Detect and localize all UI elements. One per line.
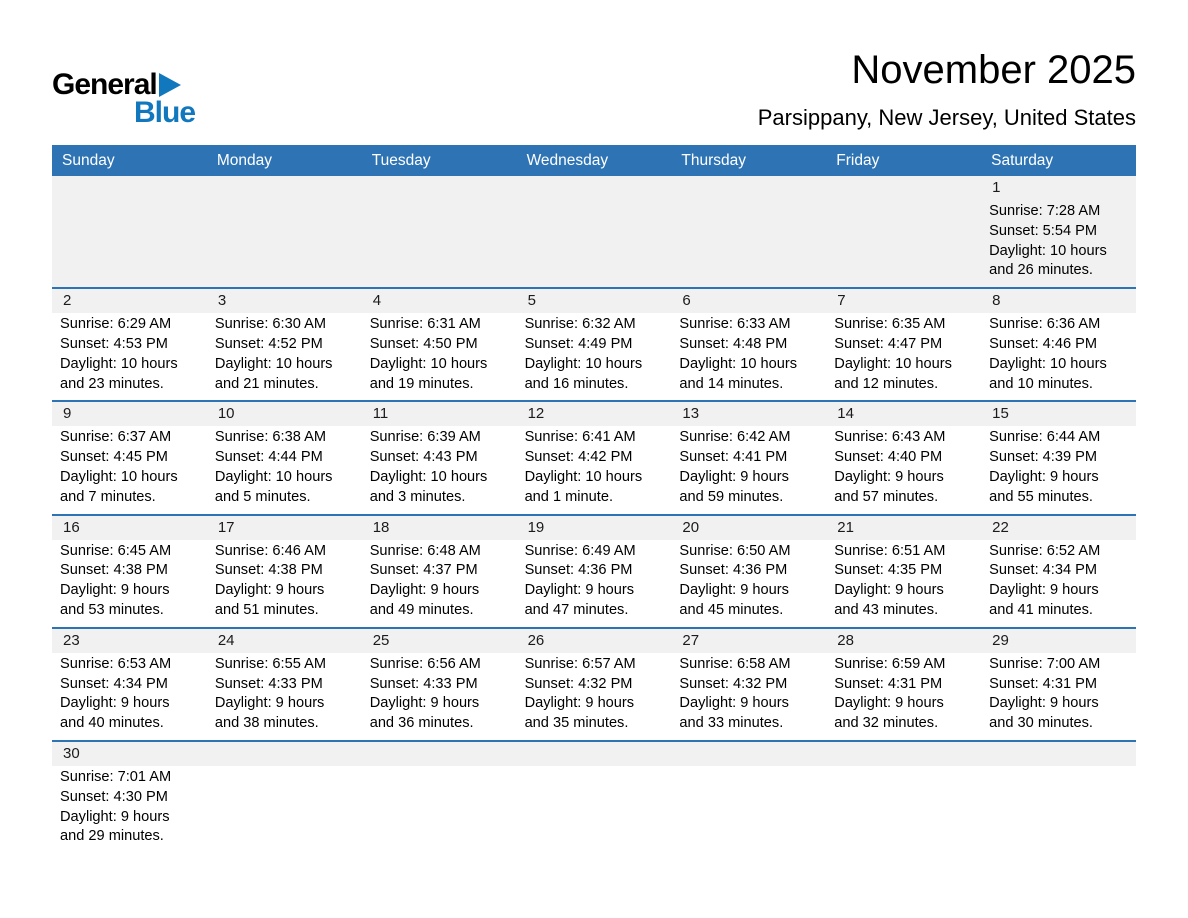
- logo-text-general: General: [52, 68, 157, 101]
- day-info-line: Daylight: 9 hours: [989, 582, 1099, 599]
- date-number: [671, 742, 826, 766]
- day-info-line: and 29 minutes.: [60, 828, 164, 845]
- day-info-line: Daylight: 9 hours: [834, 468, 944, 485]
- date-number: 25: [362, 629, 517, 653]
- day-cell: [671, 289, 826, 400]
- day-info-line: and 19 minutes.: [369, 375, 474, 392]
- day-info-line: and 45 minutes.: [679, 601, 784, 618]
- day-info: [981, 426, 1136, 507]
- day-info: [517, 313, 672, 394]
- day-info-line: Sunrise: 6:38 AM: [214, 429, 326, 446]
- day-info-line: and 1 minute.: [524, 488, 613, 505]
- empty-day-cell: [362, 176, 517, 287]
- day-info: [52, 766, 207, 847]
- date-number: [517, 176, 672, 200]
- date-number: 28: [826, 629, 981, 653]
- day-info: [671, 200, 826, 202]
- day-info-line: Daylight: 10 hours: [214, 468, 333, 485]
- day-info-line: Sunrise: 6:33 AM: [679, 316, 791, 333]
- day-info-line: Sunset: 4:34 PM: [60, 675, 168, 692]
- weekday-header-wednesday: Wednesday: [526, 152, 609, 169]
- day-cell: [826, 516, 981, 627]
- day-info-line: Sunrise: 6:50 AM: [679, 542, 791, 559]
- day-info: [517, 766, 672, 768]
- day-info: [517, 540, 672, 621]
- week-row: [52, 740, 1136, 853]
- day-cell: [517, 516, 672, 627]
- day-cell: [517, 289, 672, 400]
- date-number: 3: [207, 289, 362, 313]
- day-info-line: Sunset: 4:33 PM: [369, 675, 478, 692]
- date-number: 5: [517, 289, 672, 313]
- day-info-line: and 26 minutes.: [989, 262, 1093, 279]
- empty-day-cell: [517, 742, 672, 853]
- date-number: 6: [671, 289, 826, 313]
- date-number: 30: [52, 742, 207, 766]
- day-info-line: Daylight: 9 hours: [989, 695, 1099, 712]
- title-block: [758, 48, 1136, 131]
- day-info-line: Sunrise: 6:49 AM: [524, 542, 636, 559]
- day-info: [671, 766, 826, 768]
- day-info-line: and 43 minutes.: [834, 601, 939, 618]
- date-number: 20: [671, 516, 826, 540]
- day-info-line: Daylight: 10 hours: [834, 355, 952, 372]
- day-info-line: and 14 minutes.: [679, 375, 784, 392]
- week-row: [52, 287, 1136, 400]
- date-number: 12: [517, 402, 672, 426]
- date-number: [362, 742, 517, 766]
- day-cell: [52, 629, 207, 740]
- day-cell: [671, 402, 826, 513]
- empty-day-cell: [671, 742, 826, 853]
- day-info-line: and 33 minutes.: [679, 715, 784, 732]
- day-cell: [52, 516, 207, 627]
- day-cell: [362, 289, 517, 400]
- date-number: 29: [981, 629, 1136, 653]
- day-info-line: Sunrise: 6:52 AM: [989, 542, 1101, 559]
- weekday-header-sunday: Sunday: [62, 152, 115, 169]
- date-number: 11: [362, 402, 517, 426]
- day-info-line: Daylight: 9 hours: [989, 468, 1099, 485]
- day-info-line: and 38 minutes.: [214, 715, 319, 732]
- empty-day-cell: [826, 176, 981, 287]
- day-info-line: Sunrise: 6:30 AM: [214, 316, 326, 333]
- day-info-line: and 36 minutes.: [369, 715, 474, 732]
- day-info: [981, 540, 1136, 621]
- day-cell: [981, 402, 1136, 513]
- weekday-header-thursday: Thursday: [681, 152, 747, 169]
- date-number: [981, 742, 1136, 766]
- date-number: 4: [362, 289, 517, 313]
- day-info: [52, 653, 207, 734]
- day-info-line: Daylight: 10 hours: [524, 355, 643, 372]
- day-info: [52, 313, 207, 394]
- day-info-line: Sunset: 4:44 PM: [214, 449, 323, 466]
- day-info: [517, 653, 672, 734]
- day-info: [52, 426, 207, 507]
- date-number: 13: [671, 402, 826, 426]
- day-info-line: Sunrise: 6:56 AM: [369, 655, 481, 672]
- day-info-line: and 5 minutes.: [214, 488, 311, 505]
- day-cell: [981, 516, 1136, 627]
- week-row: [52, 514, 1136, 627]
- day-info: [981, 200, 1136, 281]
- logo-triangle-icon: [159, 73, 181, 97]
- day-info-line: Sunrise: 6:41 AM: [524, 429, 636, 446]
- day-info-line: Sunrise: 6:58 AM: [679, 655, 791, 672]
- day-info-line: Sunset: 4:36 PM: [524, 562, 633, 579]
- day-info-line: and 30 minutes.: [989, 715, 1093, 732]
- day-info-line: Daylight: 9 hours: [214, 582, 325, 599]
- day-info-line: and 47 minutes.: [524, 601, 629, 618]
- day-info-line: Daylight: 9 hours: [834, 695, 944, 712]
- day-info: [362, 540, 517, 621]
- day-info: [52, 540, 207, 621]
- date-number: 17: [207, 516, 362, 540]
- date-number: 19: [517, 516, 672, 540]
- day-info: [826, 653, 981, 734]
- day-info-line: Sunrise: 6:32 AM: [524, 316, 636, 333]
- day-info: [362, 766, 517, 768]
- day-info-line: Sunset: 4:41 PM: [679, 449, 788, 466]
- date-number: 8: [981, 289, 1136, 313]
- day-info-line: Sunset: 4:45 PM: [60, 449, 168, 466]
- day-info-line: Sunrise: 6:39 AM: [369, 429, 481, 446]
- day-info-line: Sunset: 4:42 PM: [524, 449, 633, 466]
- day-info-line: Daylight: 9 hours: [524, 582, 635, 599]
- date-number: 7: [826, 289, 981, 313]
- day-info: [517, 200, 672, 202]
- day-info: [826, 540, 981, 621]
- day-info-line: Sunrise: 6:48 AM: [369, 542, 481, 559]
- day-info: [517, 426, 672, 507]
- day-info-line: Sunset: 4:32 PM: [679, 675, 788, 692]
- date-number: [671, 176, 826, 200]
- day-info-line: and 40 minutes.: [60, 715, 164, 732]
- day-cell: [826, 402, 981, 513]
- day-info: [207, 426, 362, 507]
- day-info-line: Daylight: 10 hours: [524, 468, 643, 485]
- day-info-line: and 35 minutes.: [524, 715, 629, 732]
- day-cell: [52, 402, 207, 513]
- day-info-line: and 7 minutes.: [60, 488, 156, 505]
- day-info-line: Sunrise: 6:51 AM: [834, 542, 946, 559]
- day-info-line: Sunset: 4:33 PM: [214, 675, 323, 692]
- day-info-line: Sunset: 4:36 PM: [679, 562, 788, 579]
- day-info: [981, 653, 1136, 734]
- page-title: November 2025: [851, 48, 1136, 92]
- day-info-line: and 53 minutes.: [60, 601, 164, 618]
- day-cell: [671, 629, 826, 740]
- day-info-line: Sunset: 4:30 PM: [60, 788, 168, 805]
- day-info: [671, 426, 826, 507]
- day-info-line: Daylight: 10 hours: [989, 355, 1107, 372]
- day-cell: [517, 402, 672, 513]
- day-info: [362, 313, 517, 394]
- day-cell: [207, 402, 362, 513]
- week-row: [52, 627, 1136, 740]
- day-info-line: and 59 minutes.: [679, 488, 784, 505]
- empty-day-cell: [362, 742, 517, 853]
- day-cell: [52, 742, 207, 853]
- day-cell: [362, 516, 517, 627]
- empty-day-cell: [517, 176, 672, 287]
- day-info-line: Sunset: 4:47 PM: [834, 335, 943, 352]
- date-number: [362, 176, 517, 200]
- day-info-line: Sunrise: 7:28 AM: [989, 203, 1101, 219]
- date-number: [826, 176, 981, 200]
- date-number: 22: [981, 516, 1136, 540]
- empty-day-cell: [52, 176, 207, 287]
- date-number: 14: [826, 402, 981, 426]
- day-info-line: Sunset: 4:48 PM: [679, 335, 788, 352]
- day-info: [981, 313, 1136, 394]
- empty-day-cell: [826, 742, 981, 853]
- day-info: [671, 540, 826, 621]
- day-info-line: and 12 minutes.: [834, 375, 939, 392]
- date-number: [517, 742, 672, 766]
- day-info-line: and 57 minutes.: [834, 488, 939, 505]
- day-info-line: Sunrise: 6:43 AM: [834, 429, 946, 446]
- day-info-line: Sunset: 4:38 PM: [214, 562, 323, 579]
- day-info-line: Daylight: 10 hours: [369, 468, 488, 485]
- day-info-line: Sunset: 4:39 PM: [989, 449, 1098, 466]
- day-info-line: and 21 minutes.: [214, 375, 319, 392]
- empty-day-cell: [671, 176, 826, 287]
- day-info-line: and 32 minutes.: [834, 715, 939, 732]
- date-number: 26: [517, 629, 672, 653]
- day-info: [826, 426, 981, 507]
- date-number: [826, 742, 981, 766]
- day-info-line: Sunrise: 6:31 AM: [369, 316, 481, 333]
- day-info: [362, 426, 517, 507]
- day-info-line: Daylight: 10 hours: [60, 355, 178, 372]
- day-info-line: Sunrise: 6:59 AM: [834, 655, 946, 672]
- day-info-line: Sunset: 4:38 PM: [60, 562, 168, 579]
- day-info-line: Sunrise: 6:42 AM: [679, 429, 791, 446]
- date-number: 27: [671, 629, 826, 653]
- day-cell: [671, 516, 826, 627]
- day-info-line: Daylight: 9 hours: [679, 582, 789, 599]
- day-info-line: Sunset: 4:31 PM: [834, 675, 943, 692]
- weekday-header-monday: Monday: [216, 152, 272, 169]
- day-info-line: Daylight: 9 hours: [60, 695, 170, 712]
- day-info-line: Daylight: 9 hours: [60, 808, 170, 825]
- date-number: 24: [207, 629, 362, 653]
- day-cell: [362, 629, 517, 740]
- day-info-line: and 49 minutes.: [369, 601, 474, 618]
- date-number: [207, 742, 362, 766]
- day-info-line: Sunrise: 6:53 AM: [60, 655, 172, 672]
- date-number: 9: [52, 402, 207, 426]
- day-info-line: Sunrise: 7:01 AM: [60, 768, 172, 785]
- day-info-line: Sunset: 4:35 PM: [834, 562, 943, 579]
- day-info-line: Sunset: 4:43 PM: [369, 449, 478, 466]
- day-info-line: Daylight: 9 hours: [834, 582, 944, 599]
- day-cell: [826, 289, 981, 400]
- day-info-line: Sunset: 4:53 PM: [60, 335, 168, 352]
- day-info-line: Daylight: 9 hours: [214, 695, 325, 712]
- day-info-line: Sunrise: 6:29 AM: [60, 316, 172, 333]
- day-info-line: Sunrise: 6:45 AM: [60, 542, 172, 559]
- day-cell: [207, 289, 362, 400]
- day-info: [207, 766, 362, 768]
- day-info: [826, 200, 981, 202]
- date-number: [207, 176, 362, 200]
- page-header: [0, 0, 1188, 141]
- weeks-container: [52, 176, 1136, 853]
- weekday-header-row: [52, 145, 1136, 176]
- day-info-line: Daylight: 9 hours: [524, 695, 635, 712]
- day-info-line: Daylight: 10 hours: [60, 468, 178, 485]
- weekday-header-tuesday: Tuesday: [371, 152, 431, 169]
- day-info-line: Sunrise: 6:37 AM: [60, 429, 172, 446]
- day-info: [362, 653, 517, 734]
- date-number: 2: [52, 289, 207, 313]
- date-number: 10: [207, 402, 362, 426]
- day-info: [207, 540, 362, 621]
- general-blue-logo: [52, 70, 195, 128]
- day-cell: [517, 629, 672, 740]
- day-info-line: and 16 minutes.: [524, 375, 629, 392]
- date-number: 16: [52, 516, 207, 540]
- day-info: [52, 200, 207, 202]
- day-info: [207, 200, 362, 202]
- date-number: 1: [992, 179, 1001, 196]
- day-info-line: Sunrise: 6:36 AM: [989, 316, 1101, 333]
- empty-day-cell: [207, 742, 362, 853]
- day-info-line: Sunset: 4:40 PM: [834, 449, 943, 466]
- day-info-line: Daylight: 9 hours: [369, 695, 480, 712]
- day-info-line: Sunset: 4:50 PM: [369, 335, 478, 352]
- day-info-line: Sunset: 4:52 PM: [214, 335, 323, 352]
- empty-day-cell: [981, 742, 1136, 853]
- empty-day-cell: [207, 176, 362, 287]
- day-info-line: Daylight: 9 hours: [679, 468, 789, 485]
- day-info-line: and 51 minutes.: [214, 601, 319, 618]
- day-info-line: Daylight: 9 hours: [60, 582, 170, 599]
- week-row: [52, 400, 1136, 513]
- day-info-line: Daylight: 10 hours: [369, 355, 488, 372]
- day-info: [671, 653, 826, 734]
- day-info-line: Sunrise: 6:57 AM: [524, 655, 636, 672]
- day-info-line: Daylight: 10 hours: [989, 242, 1107, 259]
- date-number: 21: [826, 516, 981, 540]
- day-info-line: Sunrise: 6:35 AM: [834, 316, 946, 333]
- day-info: [981, 766, 1136, 768]
- day-cell: [981, 289, 1136, 400]
- day-info-line: Sunset: 4:37 PM: [369, 562, 478, 579]
- day-info-line: Sunrise: 6:44 AM: [989, 429, 1101, 446]
- day-info-line: and 55 minutes.: [989, 488, 1093, 505]
- date-number: 18: [362, 516, 517, 540]
- day-info-line: Daylight: 10 hours: [679, 355, 798, 372]
- weekday-header-friday: Friday: [836, 152, 880, 169]
- day-info: [362, 200, 517, 202]
- day-info: [826, 766, 981, 768]
- day-info-line: Sunset: 4:34 PM: [989, 562, 1098, 579]
- day-info-line: Daylight: 10 hours: [214, 355, 333, 372]
- day-info-line: Sunset: 4:31 PM: [989, 675, 1098, 692]
- day-info-line: Sunrise: 6:55 AM: [214, 655, 326, 672]
- day-info-line: Sunrise: 6:46 AM: [214, 542, 326, 559]
- day-info-line: and 10 minutes.: [989, 375, 1093, 392]
- day-cell: [981, 176, 1136, 287]
- day-info-line: Sunset: 4:49 PM: [524, 335, 633, 352]
- page-subtitle: Parsippany, New Jersey, United States: [757, 105, 1136, 130]
- day-info-line: Daylight: 9 hours: [679, 695, 789, 712]
- day-cell: [207, 629, 362, 740]
- date-number: [52, 176, 207, 200]
- date-number: 23: [52, 629, 207, 653]
- day-info-line: and 3 minutes.: [369, 488, 466, 505]
- calendar: [52, 145, 1136, 853]
- day-cell: [826, 629, 981, 740]
- day-info-line: and 41 minutes.: [989, 601, 1093, 618]
- day-info-line: Sunset: 5:54 PM: [989, 222, 1098, 239]
- day-info: [671, 313, 826, 394]
- day-info-line: and 23 minutes.: [60, 375, 164, 392]
- day-info-line: Sunset: 4:46 PM: [989, 335, 1098, 352]
- day-info: [207, 313, 362, 394]
- date-number: 15: [981, 402, 1136, 426]
- day-cell: [207, 516, 362, 627]
- day-info-line: Sunrise: 7:00 AM: [989, 655, 1101, 672]
- day-info-line: Daylight: 9 hours: [369, 582, 480, 599]
- day-cell: [362, 402, 517, 513]
- weekday-header-saturday: Saturday: [991, 152, 1054, 169]
- week-row: [52, 176, 1136, 287]
- day-info: [826, 313, 981, 394]
- day-cell: [981, 629, 1136, 740]
- day-cell: [52, 289, 207, 400]
- day-info: [207, 653, 362, 734]
- day-info-line: Sunset: 4:32 PM: [524, 675, 633, 692]
- logo-text-blue: Blue: [134, 96, 196, 129]
